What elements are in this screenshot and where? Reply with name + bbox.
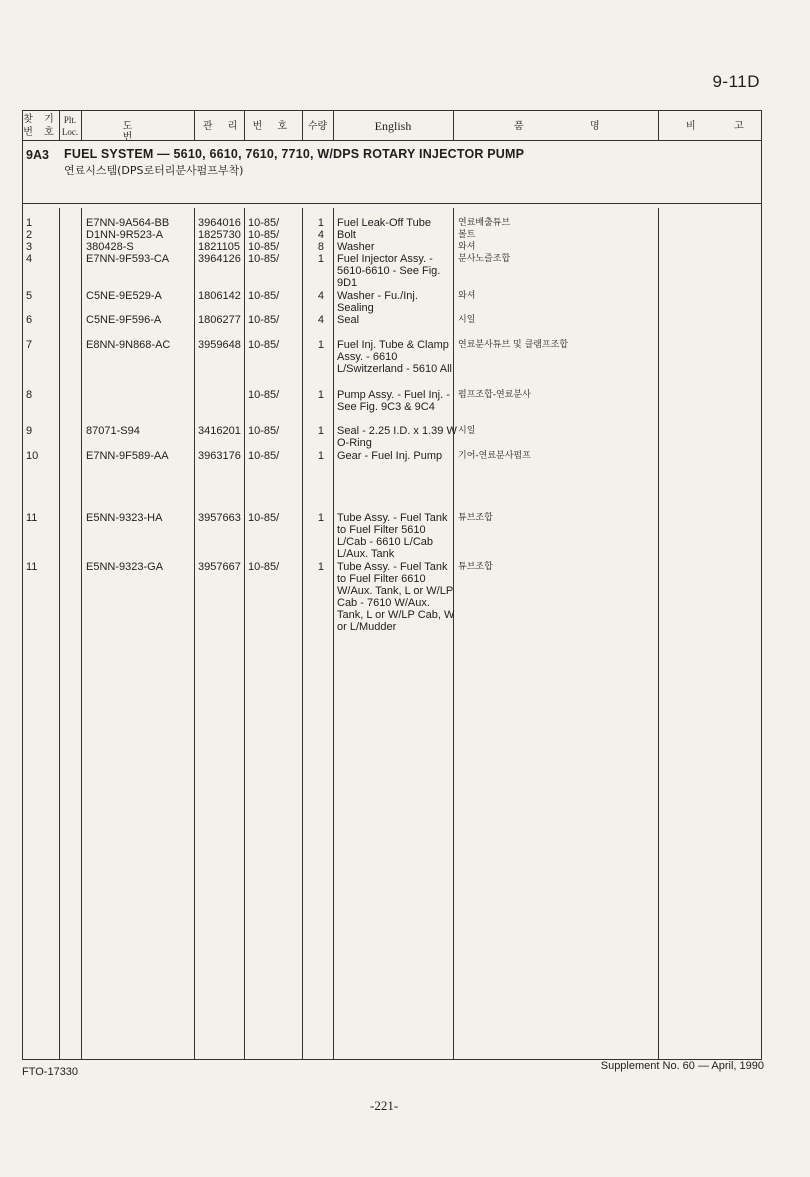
row-korean-name: 시일 [458, 315, 476, 325]
row-mgmt-number: 1825730 [198, 229, 241, 241]
page-number: 9-11D [712, 72, 760, 91]
row-date: 10-85/ [248, 425, 280, 437]
row-mgmt-number: 3964126 [198, 253, 241, 265]
header-english: English [374, 119, 412, 133]
row-quantity: 1 [317, 450, 324, 462]
row-description: Tube Assy. - Fuel Tank to Fuel Filter 6610 W/Aux. Tank, L or W/LP Cab - 7610 W/Aux. Tank, L or W/LP Cab, W or L/Mudder [337, 561, 455, 633]
col-line-date-body [302, 208, 303, 1060]
section-title: FUEL SYSTEM — 5610, 6610, 7610, 7710, W/DPS ROTARY INJECTOR PUMP [64, 147, 525, 161]
row-ref-number: 11 [26, 561, 38, 573]
col-line-loc-body [81, 208, 82, 1060]
row-korean-name: 튜브조합 [458, 562, 493, 572]
row-mgmt-number: 3957667 [198, 561, 241, 573]
row-date: 10-85/ [248, 217, 280, 229]
row-quantity: 1 [317, 512, 324, 524]
row-quantity: 1 [317, 389, 324, 401]
footer-supplement: Supplement No. 60 — April, 1990 [600, 1060, 764, 1072]
row-ref-number: 10 [26, 450, 39, 462]
col-line-korean-body [658, 208, 659, 1060]
row-quantity: 1 [317, 339, 324, 351]
row-part-number: D1NN-9R523-A [86, 229, 164, 241]
col-line-part-body [194, 208, 195, 1060]
header-korean-left: 품 [514, 121, 528, 132]
header-mgmt-number: 관 리 번 호 [202, 121, 294, 132]
row-ref-number: 2 [26, 229, 33, 241]
row-korean-name: 분사노즐조합 [458, 254, 511, 264]
row-description: Washer [337, 241, 375, 253]
footer-form-number: FTO-17330 [22, 1066, 79, 1078]
row-mgmt-number: 3963176 [198, 450, 241, 462]
col-line-qty-body [333, 208, 334, 1060]
header-ref-bottom: 번 호 [23, 127, 58, 138]
row-part-number: E5NN-9323-GA [86, 561, 164, 573]
row-mgmt-number: 3957663 [198, 512, 241, 524]
row-quantity: 1 [317, 425, 324, 437]
row-mgmt-number: 1806142 [198, 290, 241, 302]
row-quantity: 4 [317, 314, 324, 326]
row-korean-name: 연료배출튜브 [458, 218, 511, 228]
row-mgmt-number: 3964016 [198, 217, 241, 229]
row-description: Fuel Injector Assy. - 5610-6610 - See Fig. 9D1 [337, 253, 441, 289]
row-date: 10-85/ [248, 290, 280, 302]
row-korean-name: 와셔 [458, 291, 476, 301]
row-mgmt-number: 1806277 [198, 314, 241, 326]
row-part-number: E7NN-9F593-CA [86, 253, 170, 265]
row-description: Tube Assy. - Fuel Tank to Fuel Filter 5610 L/Cab - 6610 L/Cab L/Aux. Tank [337, 512, 448, 560]
bottom-page-number: -221- [370, 1098, 399, 1113]
row-ref-number: 5 [26, 290, 33, 302]
header-remarks-right: 고 [734, 121, 748, 132]
header-loc-top: Plt. [63, 115, 77, 125]
row-quantity: 1 [317, 253, 324, 265]
row-description: Seal [337, 314, 360, 326]
row-mgmt-number: 3416201 [198, 425, 241, 437]
row-date: 10-85/ [248, 229, 280, 241]
col-line-korean [658, 110, 659, 140]
row-korean-name: 시일 [458, 426, 476, 436]
row-date: 10-85/ [248, 253, 280, 265]
row-description: Fuel Inj. Tube & Clamp Assy. - 6610 L/Switzerland - 5610 All [337, 339, 452, 375]
row-date: 10-85/ [248, 339, 280, 351]
row-ref-number: 8 [26, 389, 33, 401]
row-date: 10-85/ [248, 561, 280, 573]
row-description: Fuel Leak-Off Tube [337, 217, 431, 229]
row-ref-number: 6 [26, 314, 33, 326]
row-date: 10-85/ [248, 241, 280, 253]
row-korean-name: 볼트 [458, 230, 476, 240]
row-korean-name: 기어-연료분사펌프 [458, 451, 531, 461]
row-ref-number: 11 [26, 512, 38, 524]
row-date: 10-85/ [248, 314, 280, 326]
row-quantity: 8 [317, 241, 324, 253]
row-part-number: 380428-S [86, 241, 134, 253]
row-description: Washer - Fu./Inj. Sealing [337, 290, 418, 314]
row-part-number: C5NE-9F596-A [86, 314, 162, 326]
header-qty: 수량 [307, 121, 328, 132]
header-part-number: 도 번 [122, 121, 173, 143]
row-description: Seal - 2.25 I.D. x 1.39 W O-Ring [337, 425, 457, 449]
section-divider [22, 203, 762, 204]
row-ref-number: 1 [26, 217, 33, 229]
header-loc-bottom: Loc. [61, 127, 79, 137]
row-part-number: C5NE-9E529-A [86, 290, 162, 302]
col-line-english-body [453, 208, 454, 1060]
row-ref-number: 9 [26, 425, 33, 437]
row-part-number: E7NN-9F589-AA [86, 450, 169, 462]
row-mgmt-number: 3959648 [198, 339, 241, 351]
col-line-ref-body [59, 208, 60, 1060]
row-part-number: E8NN-9N868-AC [86, 339, 171, 351]
row-part-number: 87071-S94 [86, 425, 140, 437]
header-korean-right: 명 [590, 121, 604, 132]
row-quantity: 1 [317, 217, 324, 229]
row-korean-name: 튜브조합 [458, 513, 493, 523]
row-date: 10-85/ [248, 450, 280, 462]
col-line-english [453, 110, 454, 140]
row-ref-number: 3 [26, 241, 33, 253]
row-description: Gear - Fuel Inj. Pump [337, 450, 443, 462]
row-part-number: E7NN-9A564-BB [86, 217, 170, 229]
row-quantity: 4 [317, 290, 324, 302]
row-korean-name: 와셔 [458, 242, 476, 252]
header-ref-top: 찾 기 [23, 114, 58, 125]
row-quantity: 4 [317, 229, 324, 241]
row-korean-name: 연료분사튜브 및 클램프조합 [458, 340, 569, 350]
section-title-korean: 연료시스템(DPS로터리분사펌프부착) [64, 164, 244, 177]
row-description: Pump Assy. - Fuel Inj. - See Fig. 9C3 & 9C4 [337, 389, 450, 413]
row-date: 10-85/ [248, 389, 280, 401]
row-description: Bolt [337, 229, 356, 241]
header-remarks-left: 비 [686, 121, 700, 132]
section-code: 9A3 [26, 148, 49, 162]
row-ref-number: 7 [26, 339, 33, 351]
row-korean-name: 펌프조합-연료분사 [458, 390, 531, 400]
row-ref-number: 4 [26, 253, 33, 265]
row-mgmt-number: 1821105 [198, 241, 241, 253]
row-quantity: 1 [317, 561, 324, 573]
col-line-mgmt-body [244, 208, 245, 1060]
row-date: 10-85/ [248, 512, 280, 524]
row-part-number: E5NN-9323-HA [86, 512, 163, 524]
